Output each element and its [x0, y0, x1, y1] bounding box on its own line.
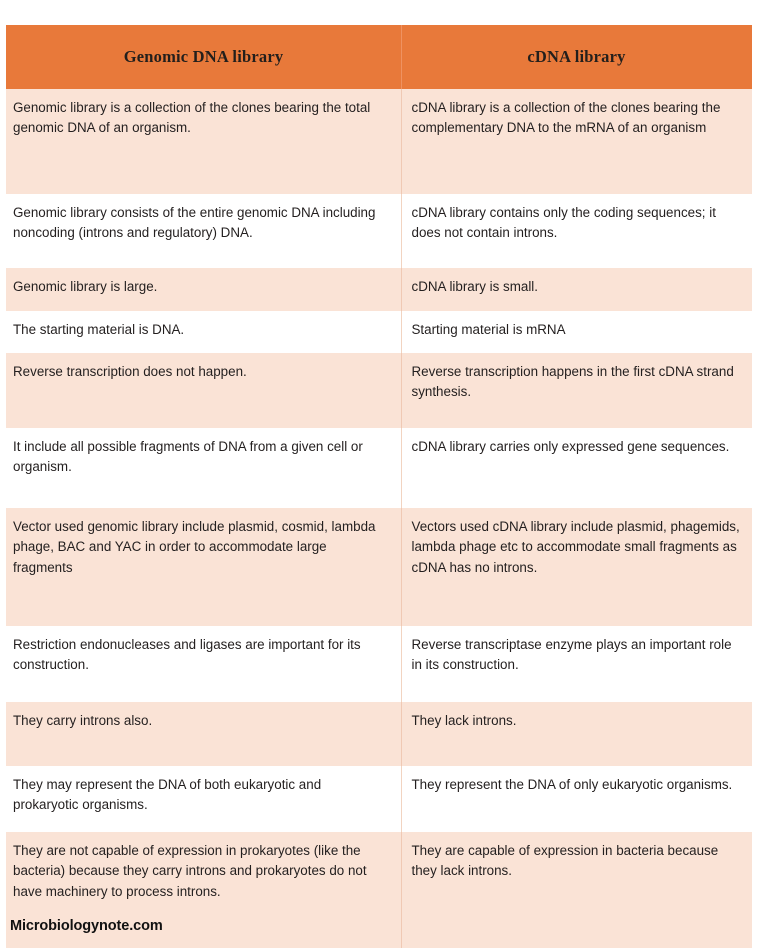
cell-cdna-11: They are capable of expression in bacteria because they lack introns. — [401, 832, 752, 948]
cell-cdna-6: cDNA library carries only expressed gene sequences. — [401, 428, 752, 508]
cell-cdna-5: Reverse transcription happens in the first cDNA strand synthesis. — [401, 353, 752, 428]
table-row — [6, 353, 752, 428]
table-row — [6, 766, 752, 832]
cell-genomic-8: Restriction endonucleases and ligases are important for its construction. — [6, 626, 401, 702]
cell-cdna-3: cDNA library is small. — [401, 268, 752, 311]
cell-genomic-5: Reverse transcription does not happen. — [6, 353, 401, 428]
table-header — [6, 25, 752, 89]
cell-genomic-2: Genomic library consists of the entire genomic DNA including noncoding (introns and regulatory) DNA. — [6, 194, 401, 268]
cell-genomic-3: Genomic library is large. — [6, 268, 401, 311]
cell-genomic-6: It include all possible fragments of DNA from a given cell or organism. — [6, 428, 401, 508]
cell-cdna-9: They lack introns. — [401, 702, 752, 766]
column-header-cdna-library: cDNA library — [401, 25, 752, 89]
table-body — [6, 89, 752, 948]
cell-cdna-7: Vectors used cDNA library include plasmid, phagemids, lambda phage etc to accommodate small fragments as cDNA has no introns. — [401, 508, 752, 626]
table-row — [6, 508, 752, 626]
cell-cdna-4: Starting material is mRNA — [401, 311, 752, 353]
cell-cdna-10: They represent the DNA of only eukaryotic organisms. — [401, 766, 752, 832]
cell-cdna-2: cDNA library contains only the coding sequences; it does not contain introns. — [401, 194, 752, 268]
cell-genomic-9: They carry introns also. — [6, 702, 401, 766]
table-container — [6, 25, 752, 948]
cell-genomic-4: The starting material is DNA. — [6, 311, 401, 353]
table-row — [6, 311, 752, 353]
genomic-vs-cdna-library-table — [6, 25, 752, 948]
cell-cdna-1: cDNA library is a collection of the clones bearing the complementary DNA to the mRNA of an organism — [401, 89, 752, 194]
cell-genomic-10: They may represent the DNA of both eukaryotic and prokaryotic organisms. — [6, 766, 401, 832]
table-row — [6, 194, 752, 268]
cell-genomic-1: Genomic library is a collection of the clones bearing the total genomic DNA of an organism. — [6, 89, 401, 194]
source-attribution: Microbiologynote.com — [10, 918, 163, 934]
cell-genomic-11: They are not capable of expression in prokaryotes (like the bacteria) because they carry introns and prokaryotes do not have machinery to process introns. — [6, 832, 401, 948]
table-row — [6, 626, 752, 702]
cell-genomic-7: Vector used genomic library include plasmid, cosmid, lambda phage, BAC and YAC in order to accommodate large fragments — [6, 508, 401, 626]
header-row — [6, 25, 752, 89]
column-header-genomic-dna-library: Genomic DNA library — [6, 25, 401, 89]
table-row — [6, 89, 752, 194]
table-row — [6, 428, 752, 508]
table-row — [6, 702, 752, 766]
table-row — [6, 268, 752, 311]
cell-cdna-8: Reverse transcriptase enzyme plays an important role in its construction. — [401, 626, 752, 702]
